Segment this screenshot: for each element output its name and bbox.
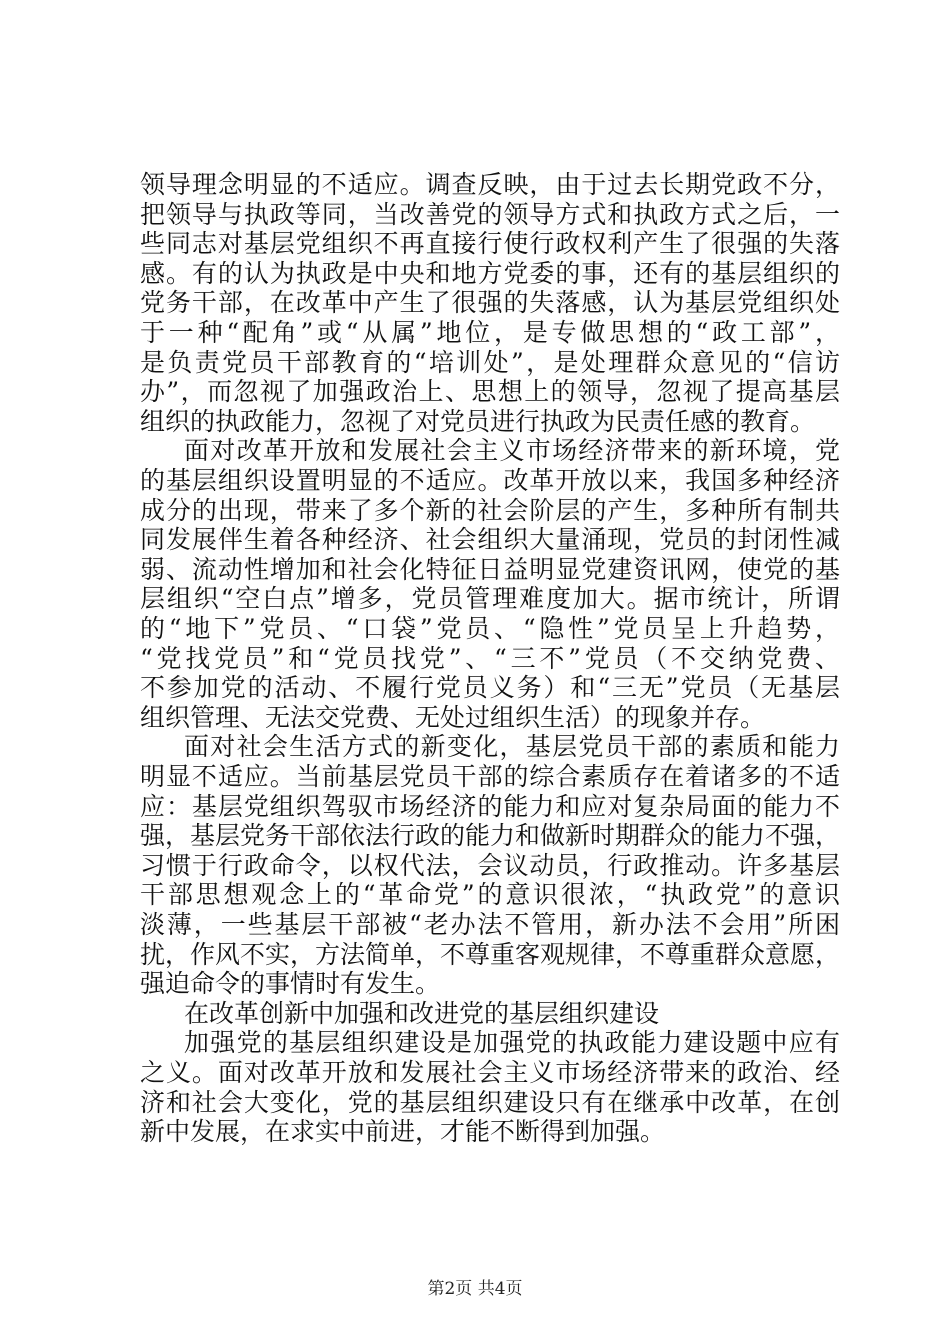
paragraph-line: 应：基层党组织驾驭市场经济的能力和应对复杂局面的能力不 (140, 792, 840, 821)
paragraph-line: 明显不适应。当前基层党员干部的综合素质存在着诸多的不适 (140, 762, 840, 791)
paragraph-line: 之义。面对改革开放和发展社会主义市场经济带来的政治、经 (140, 1058, 840, 1087)
paragraph-line: 强迫命令的事情时有发生。 (140, 969, 441, 998)
paragraph-line: 成分的出现，带来了多个新的社会阶层的产生，多种所有制共 (140, 496, 840, 525)
paragraph-line: 弱、流动性增加和社会化特征日益明显党建资讯网，使党的基 (140, 555, 840, 584)
paragraph-line: “党找党员”和“党员找党”、“三不”党员（不交纳党费、 (140, 644, 840, 673)
paragraph-line: 感。有的认为执政是中央和地方党委的事，还有的基层组织的 (140, 259, 840, 288)
paragraph-line: 济和社会大变化，党的基层组织建设只有在继承中改革，在创 (140, 1088, 840, 1117)
paragraph-line: 强，基层党务干部依法行政的能力和做新时期群众的能力不强， (140, 821, 840, 850)
paragraph-line: 党务干部，在改革中产生了很强的失落感，认为基层党组织处 (140, 288, 840, 317)
paragraph-line: 是负责党员干部教育的“培训处”，是处理群众意见的“信访 (140, 348, 840, 377)
paragraph-line: 扰，作风不实，方法简单，不尊重客观规律，不尊重群众意愿， (140, 940, 840, 969)
paragraph-first-line: 面对改革开放和发展社会主义市场经济带来的新环境，党 (184, 436, 840, 465)
paragraph-first-line: 面对社会生活方式的新变化，基层党员干部的素质和能力 (184, 732, 840, 761)
paragraph-line: 习惯于行政命令，以权代法，会议动员，行政推动。许多基层 (140, 851, 840, 880)
paragraph-line: 组织的执政能力，忽视了对党员进行执政为民责任感的教育。 (140, 407, 816, 436)
paragraph-line: 把领导与执政等同，当改善党的领导方式和执政方式之后，一 (140, 200, 840, 229)
paragraph-line: 些同志对基层党组织不再直接行使行政权利产生了很强的失落 (140, 229, 840, 258)
paragraph-line: 同发展伴生着各种经济、社会组织大量涌现，党员的封闭性减 (140, 525, 840, 554)
paragraph-line: 办”，而忽视了加强政治上、思想上的领导，忽视了提高基层 (140, 377, 840, 406)
paragraph-line: 淡薄，一些基层干部被“老办法不管用，新办法不会用”所困 (140, 910, 840, 939)
paragraph-first-line: 加强党的基层组织建设是加强党的执政能力建设题中应有 (184, 1028, 840, 1057)
paragraph-line: 领导理念明显的不适应。调查反映，由于过去长期党政不分， (140, 170, 840, 199)
paragraph-line: 干部思想观念上的“革命党”的意识很浓，“执政党”的意识 (140, 880, 840, 909)
paragraph-line: 于一种“配角”或“从属”地位，是专做思想的“政工部”， (140, 318, 840, 347)
paragraph-line: 组织管理、无法交党费、无处过组织生活）的现象并存。 (140, 703, 766, 732)
paragraph-line: 的“地下”党员、“口袋”党员、“隐性”党员呈上升趋势， (140, 614, 840, 643)
paragraph-line: 的基层组织设置明显的不适应。改革开放以来，我国多种经济 (140, 466, 840, 495)
paragraph-line: 不参加党的活动、不履行党员义务）和“三无”党员（无基层 (140, 673, 840, 702)
page-number-footer: 第2页 共4页 (427, 1279, 523, 1299)
paragraph-line: 新中发展，在求实中前进，才能不断得到加强。 (140, 1117, 666, 1146)
paragraph-line: 层组织“空白点”增多，党员管理难度加大。据市统计，所谓 (140, 584, 840, 613)
section-heading: 在改革创新中加强和改进党的基层组织建设 (184, 999, 660, 1028)
